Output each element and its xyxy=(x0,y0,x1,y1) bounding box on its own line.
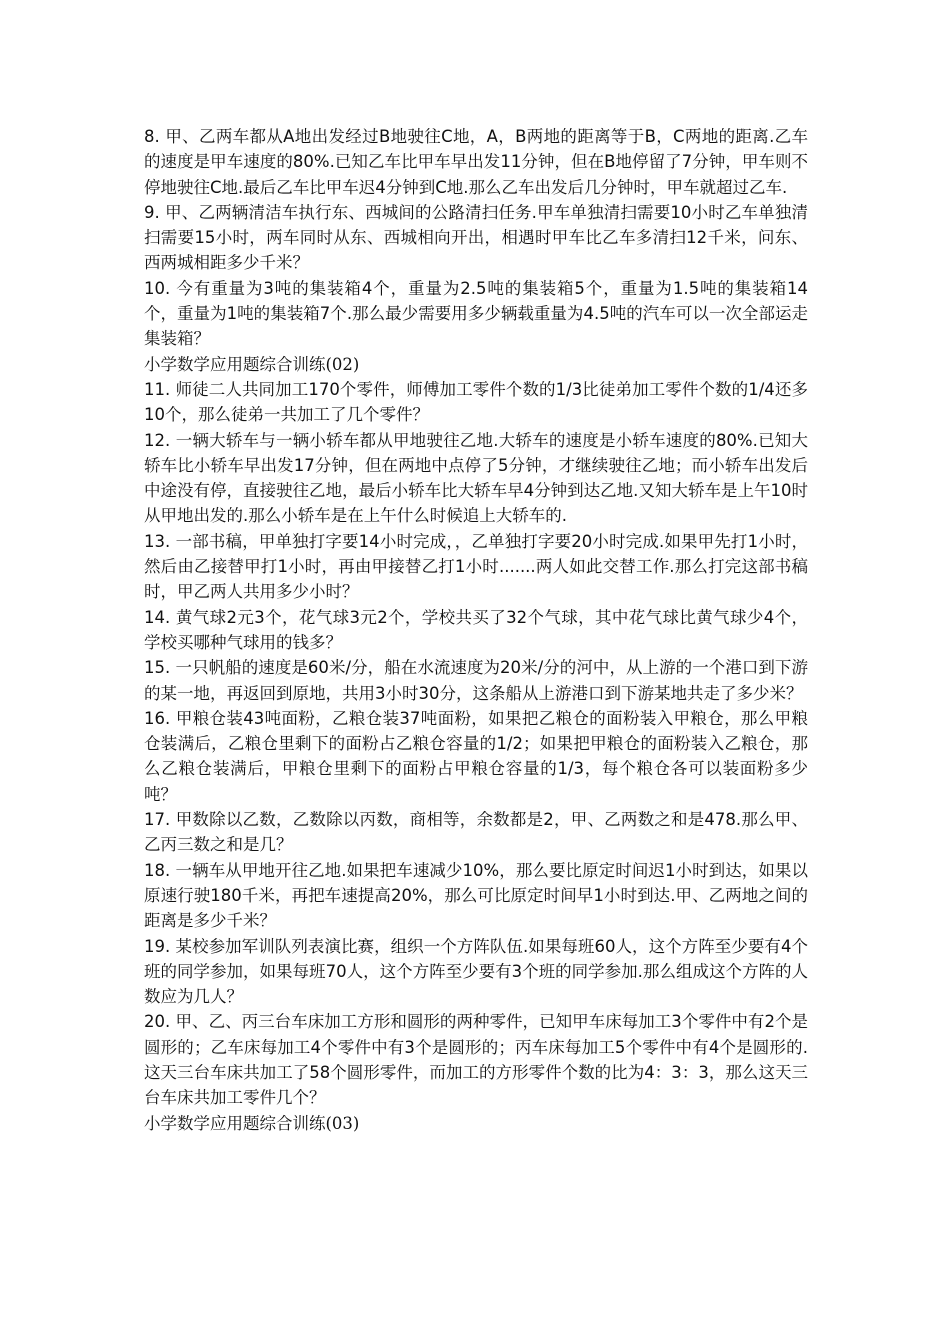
section-title-02: 小学数学应用题综合训练(02) xyxy=(144,354,360,374)
problem-8: 8. 甲、乙两车都从A地出发经过B地驶往C地，A，B两地的距离等于B，C两地的距离.乙车的速度是甲车速度的80%.已知乙车比甲车早出发11分钟，但在B地停留了7分钟，甲车则不停地驶往C地.最后乙车比甲车迟4分钟到C地.那么乙车出发后几分钟时，甲车就超过乙车. xyxy=(144,127,808,197)
problem-17: 17. 甲数除以乙数，乙数除以丙数，商相等，余数都是2，甲、乙两数之和是478.那么甲、乙丙三数之和是几？ xyxy=(144,810,808,855)
problem-11: 11. 师徒二人共同加工170个零件，师傅加工零件个数的1/3比徒弟加工零件个数的1/4还多10个，那么徒弟一共加工了几个零件？ xyxy=(144,379,808,425)
problem-16: 16. 甲粮仓装43吨面粉，乙粮仓装37吨面粉，如果把乙粮仓的面粉装入甲粮仓，那么甲粮仓装满后，乙粮仓里剩下的面粉占乙粮仓容量的1/2；如果把甲粮仓的面粉装入乙粮仓，那么乙粮仓装满后，甲粮仓里剩下的面粉占甲粮仓容量的1/3，每个粮仓各可以装面粉多少吨？ xyxy=(144,708,808,804)
document-page xyxy=(144,124,808,1136)
problem-20: 20. 甲、乙、丙三台车床加工方形和圆形的两种零件，已知甲车床每加工3个零件中有2个是圆形的；乙车床每加工4个零件中有3个是圆形的；丙车床每加工5个零件中有4个是圆形的.这天三台车床共加工了58个圆形零件，而加工的方形零件个数的比为4：3：3，那么这天三台车床共加工零件几个？ xyxy=(144,1012,808,1108)
problem-18: 18. 一辆车从甲地开往乙地.如果把车速减少10%，那么要比原定时间迟1小时到达，如果以原速行驶180千米，再把车速提高20%，那么可比原定时间早1小时到达.甲、乙两地之间的距离是多少千米？ xyxy=(144,860,808,931)
problem-14: 14. 黄气球2元3个，花气球3元2个，学校共买了32个气球，其中花气球比黄气球少4个，学校买哪种气球用的钱多？ xyxy=(144,607,808,652)
problem-9: 9. 甲、乙两辆清洁车执行东、西城间的公路清扫任务.甲车单独清扫需要10小时乙车单独清扫需要15小时，两车同时从东、西城相向开出，相遇时甲车比乙车多清扫12千米，问东、西两城相距多少千米？ xyxy=(144,202,808,273)
problem-15: 15. 一只帆船的速度是60米/分，船在水流速度为20米/分的河中，从上游的一个港口到下游的某一地，再返回到原地，共用3小时30分，这条船从上游港口到下游某地共走了多少米？ xyxy=(144,658,808,703)
problem-12: 12. 一辆大轿车与一辆小轿车都从甲地驶往乙地.大轿车的速度是小轿车速度的80%.已知大轿车比小轿车早出发17分钟，但在两地中点停了5分钟，才继续驶往乙地；而小轿车出发后中途没有停，直接驶往乙地，最后小轿车比大轿车早4分钟到达乙地.又知大轿车是上午10时从甲地出发的.那么小轿车是在上午什么时候追上大轿车的. xyxy=(144,430,808,526)
problem-19: 19. 某校参加军训队列表演比赛，组织一个方阵队伍.如果每班60人，这个方阵至少要有4个班的同学参加，如果每班70人，这个方阵至少要有3个班的同学参加.那么组成这个方阵的人数应为几人？ xyxy=(144,936,808,1007)
section-title-03: 小学数学应用题综合训练(03) xyxy=(144,1113,360,1133)
problem-13: 13. 一部书稿，甲单独打字要14小时完成，，乙单独打字要20小时完成.如果甲先打1小时，然后由乙接替甲打1小时，再由甲接替乙打1小时.......两人如此交替工作.那么打完这部书稿时，甲乙两人共用多少小时？ xyxy=(144,531,808,602)
problem-10: 10. 今有重量为3吨的集装箱4个，重量为2.5吨的集装箱5个，重量为1.5吨的集装箱14个，重量为1吨的集装箱7个.那么最少需要用多少辆载重量为4.5吨的汽车可以一次全部运走集装箱？ xyxy=(144,278,808,349)
